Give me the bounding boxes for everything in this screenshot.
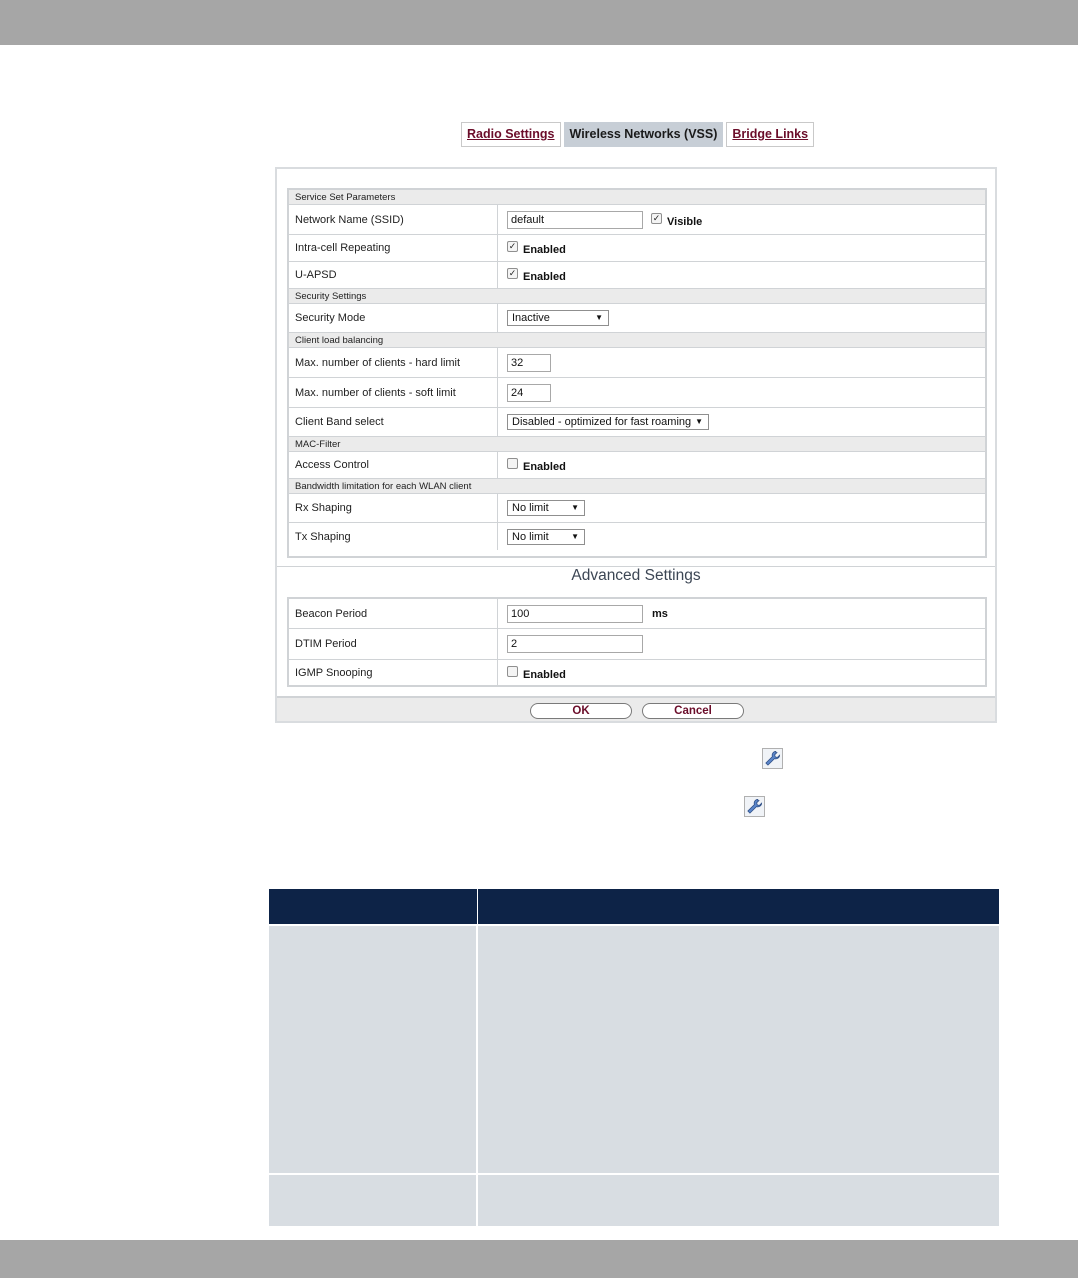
max-soft-label: Max. number of clients - soft limit (289, 378, 498, 407)
row-uapsd (289, 262, 985, 289)
table-row (269, 1173, 999, 1226)
advanced-settings-title: Advanced Settings (571, 567, 701, 584)
igmp-checkbox[interactable] (507, 666, 518, 677)
section-security: Security Settings (289, 289, 985, 304)
wrench-icon (744, 796, 765, 817)
advanced-settings-box (287, 597, 987, 687)
uapsd-enabled-label: Enabled (523, 271, 566, 283)
settings-panel (275, 167, 997, 723)
table-row (269, 924, 999, 1173)
uapsd-label: U-APSD (289, 262, 498, 288)
section-bandwidth: Bandwidth limitation for each WLAN client (289, 479, 985, 494)
tab-bar (461, 122, 814, 147)
access-control-enabled-label: Enabled (523, 461, 566, 473)
section-service-set: Service Set Parameters (289, 190, 985, 205)
band-select-label: Client Band select (289, 408, 498, 436)
main-settings-box (287, 188, 987, 558)
row-dtim (289, 629, 985, 660)
dtim-input[interactable]: 2 (507, 635, 643, 653)
beacon-input[interactable]: 100 (507, 605, 643, 623)
chevron-down-icon: ▼ (695, 417, 703, 426)
chevron-down-icon: ▼ (571, 503, 579, 512)
access-control-checkbox[interactable] (507, 458, 518, 469)
dtim-label: DTIM Period (289, 629, 498, 659)
igmp-label: IGMP Snooping (289, 660, 498, 685)
ssid-label: Network Name (SSID) (289, 205, 498, 234)
ssid-input[interactable]: default (507, 211, 643, 229)
description-table (269, 889, 999, 1226)
bottom-bar (0, 1240, 1078, 1278)
intra-cell-label: Intra-cell Repeating (289, 235, 498, 261)
ok-button[interactable]: OK (530, 703, 632, 719)
row-max-hard (289, 348, 985, 378)
tab-bridge-links[interactable]: Bridge Links (726, 122, 814, 147)
max-soft-input[interactable]: 24 (507, 384, 551, 402)
row-igmp (289, 660, 985, 685)
intra-cell-enabled-label: Enabled (523, 244, 566, 256)
beacon-unit: ms (652, 607, 668, 620)
chevron-down-icon: ▼ (595, 313, 603, 322)
tab-wireless-networks[interactable]: Wireless Networks (VSS) (564, 122, 724, 147)
access-control-label: Access Control (289, 452, 498, 478)
section-mac-filter: MAC-Filter (289, 437, 985, 452)
cancel-button[interactable]: Cancel (642, 703, 744, 719)
chevron-down-icon: ▼ (571, 531, 579, 541)
table-header (269, 889, 999, 924)
security-mode-label: Security Mode (289, 304, 498, 332)
security-mode-select[interactable]: Inactive ▼ (507, 310, 609, 326)
intra-cell-checkbox[interactable]: ✓ (508, 241, 517, 251)
row-intra-cell (289, 235, 985, 262)
row-beacon (289, 599, 985, 629)
visible-checkbox[interactable]: ✓ (652, 212, 661, 223)
row-tx-shaping (289, 523, 985, 550)
section-load-balancing: Client load balancing (289, 333, 985, 348)
rx-shaping-label: Rx Shaping (289, 494, 498, 522)
row-access-control (289, 452, 985, 479)
tx-shaping-select[interactable]: No limit ▼ (507, 529, 585, 545)
rx-shaping-select[interactable]: No limit ▼ (507, 500, 585, 516)
row-ssid (289, 205, 985, 235)
tab-radio-settings[interactable]: Radio Settings (461, 122, 561, 147)
uapsd-checkbox[interactable]: ✓ (508, 268, 517, 278)
row-band-select (289, 408, 985, 437)
max-hard-label: Max. number of clients - hard limit (289, 348, 498, 377)
button-bar (277, 696, 995, 721)
igmp-enabled-label: Enabled (523, 668, 566, 681)
max-hard-input[interactable]: 32 (507, 354, 551, 372)
beacon-label: Beacon Period (289, 599, 498, 628)
row-security-mode (289, 304, 985, 333)
row-max-soft (289, 378, 985, 408)
visible-label: Visible (667, 215, 703, 228)
top-bar (0, 0, 1078, 45)
wrench-icon (762, 748, 783, 769)
band-select-select[interactable]: Disabled - optimized for fast roaming ▼ (507, 414, 709, 430)
tx-shaping-label: Tx Shaping (289, 523, 498, 550)
row-rx-shaping (289, 494, 985, 523)
